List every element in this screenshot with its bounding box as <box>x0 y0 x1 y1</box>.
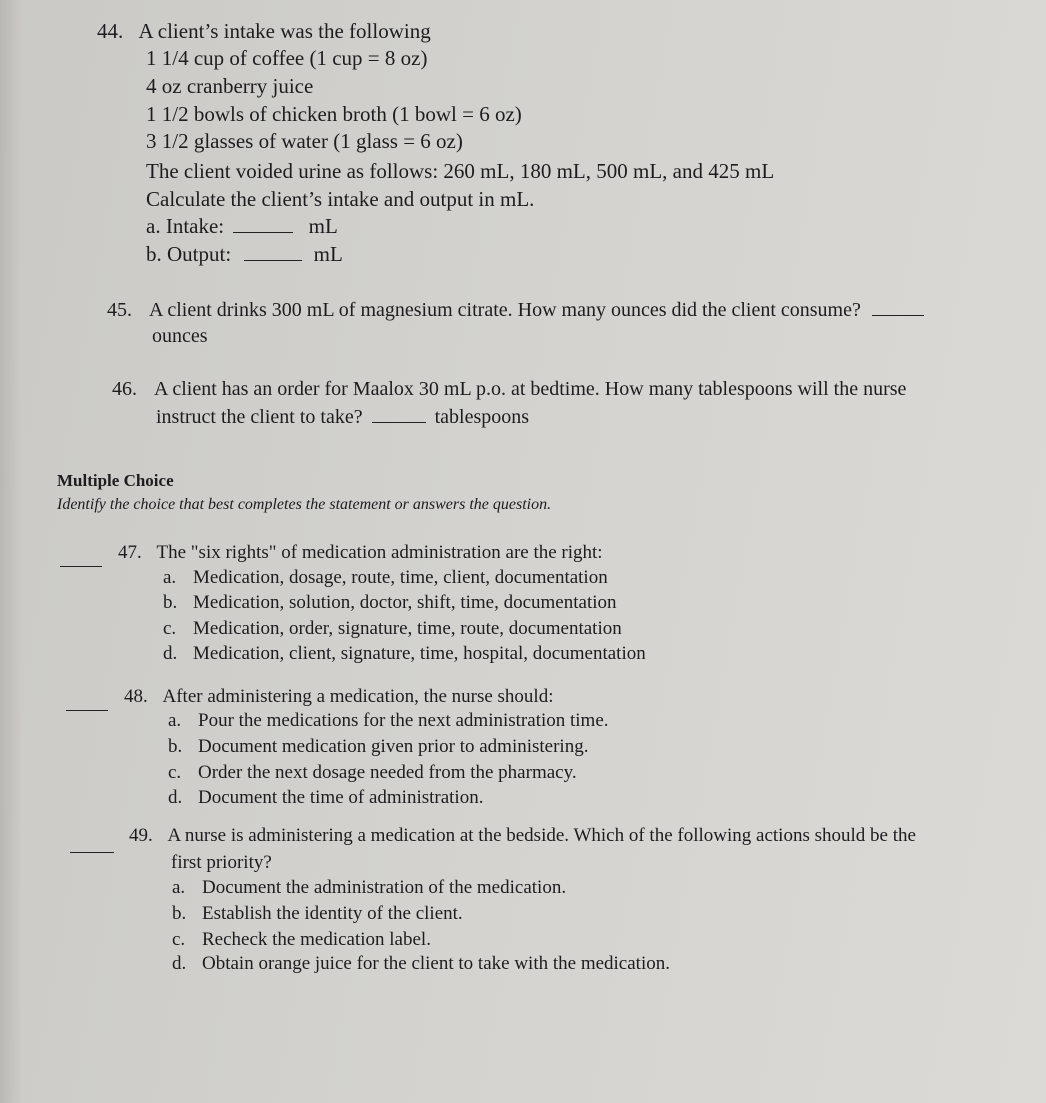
q49-number: 49. <box>129 825 153 846</box>
choice-letter: d. <box>168 787 183 808</box>
q46-stem: A client has an order for Maalox 30 mL p.o. at bedtime. How many tablespoons will the nurse <box>154 378 907 400</box>
output-label: b. Output: <box>146 242 232 266</box>
q46-line2 <box>156 405 529 429</box>
q46-unit: tablespoons <box>434 406 530 428</box>
q46-number: 46. <box>112 378 137 400</box>
q47-choice[interactable] <box>163 618 622 640</box>
q49-choice[interactable] <box>172 903 463 925</box>
output-unit: mL <box>313 242 343 266</box>
q49-stem: A nurse is administering a medication at the bedside. Which of the following actions should be the <box>167 825 916 846</box>
section-title: Multiple Choice <box>57 471 174 490</box>
q48-number: 48. <box>124 686 148 707</box>
intake-unit: mL <box>308 214 338 238</box>
q47-header <box>118 542 603 564</box>
q47-choice[interactable] <box>163 567 608 589</box>
choice-text: Recheck the medication label. <box>202 929 431 950</box>
q46-stem-cont: instruct the client to take? <box>156 406 363 428</box>
q44-item: 3 1/2 glasses of water (1 glass = 6 oz) <box>146 129 463 153</box>
q44-item: 1 1/4 cup of coffee (1 cup = 8 oz) <box>146 46 428 70</box>
choice-letter: b. <box>163 592 178 613</box>
q47-answer-line[interactable] <box>60 566 102 567</box>
q44-number: 44. <box>97 19 124 43</box>
choice-letter: a. <box>163 567 177 588</box>
q48-stem: After administering a medication, the nurse should: <box>162 686 554 707</box>
q48-header <box>124 686 553 708</box>
q46-answer-blank[interactable] <box>372 422 426 423</box>
choice-letter: a. <box>172 877 186 898</box>
q46-line1 <box>112 377 906 401</box>
choice-text: Document the time of administration. <box>198 787 484 808</box>
choice-letter: b. <box>168 736 183 757</box>
q49-stem-cont: first priority? <box>171 852 272 873</box>
choice-text: Medication, solution, doctor, shift, time, documentation <box>193 592 617 613</box>
intake-answer-blank[interactable] <box>233 232 293 233</box>
choice-text: Document medication given prior to administering. <box>198 736 589 757</box>
choice-text: Obtain orange juice for the client to take with the medication. <box>202 953 670 974</box>
q44-item: 4 oz cranberry juice <box>146 74 314 98</box>
choice-letter: d. <box>163 643 178 664</box>
q44-item: Calculate the client’s intake and output in mL. <box>146 187 535 211</box>
intake-label: a. Intake: <box>146 214 225 238</box>
q48-choice[interactable] <box>168 710 609 732</box>
choice-text: Medication, dosage, route, time, client, documentation <box>193 567 608 588</box>
choice-text: Order the next dosage needed from the pharmacy. <box>198 762 577 783</box>
choice-text: Document the administration of the medication. <box>202 877 567 898</box>
q49-choice[interactable] <box>172 877 566 899</box>
section-instructions: Identify the choice that best completes the statement or answers the question. <box>57 496 552 513</box>
choice-letter: c. <box>163 618 177 639</box>
choice-letter: d. <box>172 953 187 974</box>
choice-letter: b. <box>172 903 187 924</box>
q45-number: 45. <box>107 299 132 321</box>
q44-output-row <box>146 241 343 267</box>
q44-item: The client voided urine as follows: 260 mL, 180 mL, 500 mL, and 425 mL <box>146 159 775 183</box>
q45-answer-blank[interactable] <box>872 315 924 316</box>
q49-answer-line[interactable] <box>70 852 114 853</box>
page-edge-shadow <box>0 0 22 1103</box>
q48-choice[interactable] <box>168 762 577 784</box>
q48-choice[interactable] <box>168 787 483 809</box>
q47-number: 47. <box>118 542 142 563</box>
choice-text: Medication, order, signature, time, route, documentation <box>193 618 622 639</box>
choice-letter: c. <box>172 929 186 950</box>
q48-choice[interactable] <box>168 736 588 758</box>
q47-stem: The "six rights" of medication administration are the right: <box>156 542 603 563</box>
choice-text: Establish the identity of the client. <box>202 903 463 924</box>
q45-stem: A client drinks 300 mL of magnesium citrate. How many ounces did the client consume? <box>149 299 861 321</box>
q47-choice[interactable] <box>163 643 646 665</box>
choice-letter: c. <box>168 762 182 783</box>
choice-letter: a. <box>168 710 182 731</box>
q44-item: 1 1/2 bowls of chicken broth (1 bowl = 6 oz) <box>146 102 522 126</box>
q48-answer-line[interactable] <box>66 710 108 711</box>
choice-text: Medication, client, signature, time, hospital, documentation <box>193 643 646 664</box>
q47-choice[interactable] <box>163 592 617 614</box>
q44-stem: A client’s intake was the following <box>138 19 431 43</box>
q49-choice[interactable] <box>172 953 670 975</box>
q44-intake-row <box>146 213 338 239</box>
q49-header <box>129 825 916 847</box>
choice-text: Pour the medications for the next administration time. <box>198 710 609 731</box>
q44-header <box>97 18 431 44</box>
q49-choice[interactable] <box>172 929 431 951</box>
output-answer-blank[interactable] <box>244 260 302 261</box>
q45-unit: ounces <box>152 325 208 347</box>
q45-line1 <box>107 298 924 322</box>
